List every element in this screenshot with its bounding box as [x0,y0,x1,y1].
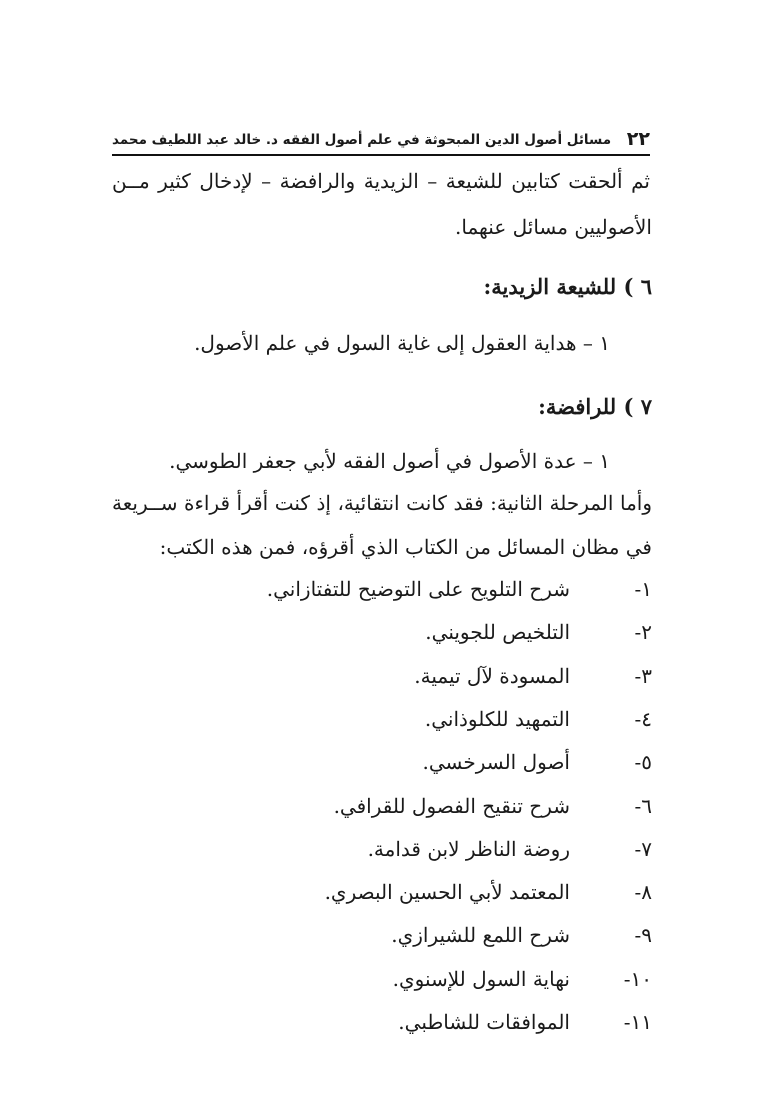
paragraph-line: الأصوليين مسائل عنهما. [455,215,652,239]
book-list-number: ٥- [634,750,652,775]
book-title: شرح تنقيح الفصول للقرافي. [333,793,570,818]
book-title: روضة الناظر لابن قدامة. [367,836,570,861]
book-title: التلخيص للجويني. [425,620,570,645]
book-list-number: ١- [634,577,652,601]
book-title: المعتمد لأبي الحسين البصري. [324,880,570,905]
running-header [112,128,650,156]
book-list-number: ٦- [634,793,652,818]
book-list-number: ٧- [634,836,652,861]
section-heading: ٦ ) للشيعة الزيدية: [483,274,652,299]
book-list-number: ٣- [634,663,652,688]
list-item: ١ – عدة الأصول في أصول الفقه لأبي جعفر الطوسي. [169,449,610,473]
list-item: ١ – هداية العقول إلى غاية السول في علم الأصول. [194,331,610,355]
section-heading: ٧ ) للرافضة: [538,394,652,419]
book-title: أصول السرخسي. [422,750,570,775]
running-title: مسائل أصول الدين المبحوثة في علم أصول الفقه د. خالد عبد اللطيف محمد [112,132,612,148]
book-list-number: ١٠- [623,966,652,991]
paragraph-line: ثم ألحقت كتابين للشيعة – الزيدية والرافضة – لإدخال كثير مــن [112,169,650,193]
book-title: شرح التلويح على التوضيح للتفتازاني. [266,577,570,601]
book-title: المسودة لآل تيمية. [414,663,570,688]
paragraph-line: وأما المرحلة الثانية: فقد كانت انتقائية، إذ كنت أقرأ قراءة ســريعة [112,491,652,515]
book-list-number: ٢- [634,620,652,645]
paragraph-line: في مظان المسائل من الكتاب الذي أقرؤه، فمن هذه الكتب: [159,535,652,559]
book-title: التمهيد للكلوذاني. [424,706,570,731]
book-list-number: ٨- [634,880,652,905]
book-title: الموافقات للشاطبي. [398,1010,570,1034]
book-list-number: ٤- [634,706,652,731]
page-number: ٢٢ [626,128,650,150]
book-list-number: ٩- [634,923,652,948]
book-title: نهاية السول للإسنوي. [392,966,570,991]
book-title: شرح اللمع للشيرازي. [391,923,570,948]
book-list-number: ١١- [623,1010,652,1034]
